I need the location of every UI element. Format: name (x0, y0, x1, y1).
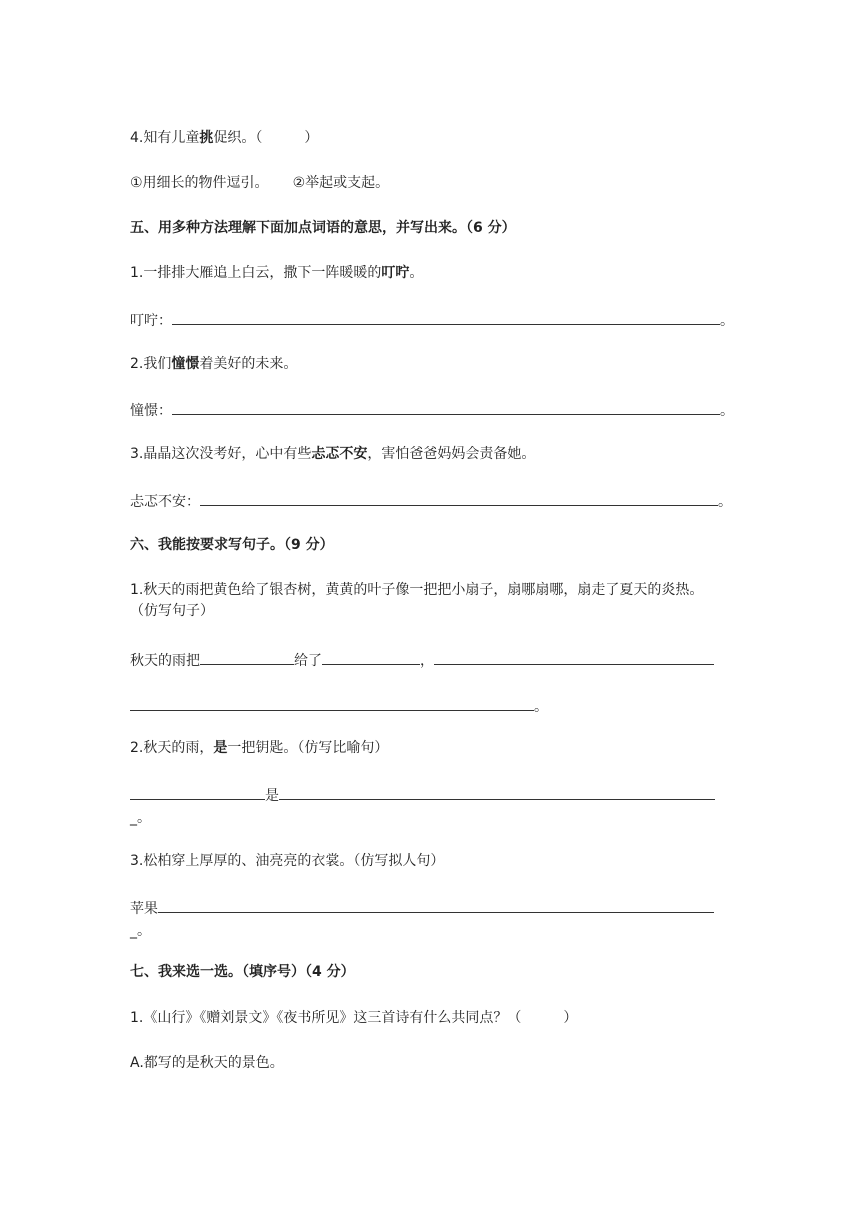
s7-question-1: 1.《山行》《赠刘景文》《夜书所见》这三首诗有什么共同点？（ ） (130, 1010, 578, 1026)
s5-question-1 (130, 264, 423, 282)
s5-question-2 (130, 355, 297, 373)
s5-a1-blank[interactable] (172, 310, 720, 325)
s6-a1-blank-1[interactable] (200, 650, 294, 665)
s5-a3-label: 忐忑不安： (130, 494, 200, 510)
s6-a1-blank-4[interactable] (130, 696, 534, 711)
s5-q3-suffix: ，害怕爸爸妈妈会责备她。 (367, 446, 536, 462)
s6-a1-period: 。 (534, 699, 548, 715)
s5-q2-prefix: 2.我们 (130, 356, 172, 372)
s6-a1-blank-3[interactable] (434, 650, 714, 665)
s5-a1-label: 叮咛： (130, 313, 172, 329)
q4-options (130, 174, 389, 192)
q4-key-char: 挑 (199, 130, 214, 146)
s7-option-a: A.都写的是秋天的景色。 (130, 1055, 284, 1071)
s6-q2-keyword: 是 (213, 740, 228, 756)
s5-q3-prefix: 3.晶晶这次没考好，心中有些 (130, 446, 312, 462)
s5-q1-keyword: 叮咛 (381, 265, 410, 281)
s6-a1-part1: 秋天的雨把 (130, 653, 200, 669)
s6-q1-line1: 1.秋天的雨把黄色给了银杏树，黄黄的叶子像一把把小扇子，扇哪扇哪，扇走了夏天的炎热。 (130, 582, 704, 598)
section5-heading: 五、用多种方法理解下面加点词语的意思，并写出来。（6 分） (130, 220, 516, 236)
s6-q2-suffix: 一把钥匙。（仿写比喻句） (227, 740, 389, 756)
s6-question-3: 3.松柏穿上厚厚的、油亮亮的衣裳。（仿写拟人句） (130, 853, 445, 869)
s6-q1-line2: （仿写句子） (130, 603, 214, 619)
s6-answer-2 (130, 785, 715, 805)
s5-q1-suffix: 。 (409, 265, 424, 281)
s6-a3-label: 苹果 (130, 901, 158, 917)
s5-answer-3 (130, 491, 732, 511)
s5-q1-prefix: 1.一排排大雁追上白云，撒下一阵暖暖的 (130, 265, 382, 281)
s6-answer-1 (130, 650, 714, 670)
s6-a2-end: _。 (130, 810, 151, 826)
section6-heading: 六、我能按要求写句子。（9 分） (130, 537, 334, 553)
q4-prefix: 4.知有儿童 (130, 130, 200, 146)
s6-answer-3 (130, 898, 714, 918)
s5-a3-blank[interactable] (200, 491, 718, 506)
s6-a2-blank-2[interactable] (279, 785, 715, 800)
s5-answer-2 (130, 400, 734, 420)
s5-a2-label: 憧憬： (130, 403, 172, 419)
section7-heading: 七、我来选一选。（填序号）（4 分） (130, 964, 355, 980)
s6-a1-blank-2[interactable] (322, 650, 420, 665)
s6-a1-comma: ， (420, 653, 434, 669)
s5-a2-blank[interactable] (172, 400, 720, 415)
s6-a1-part2: 给了 (294, 653, 322, 669)
s6-a2-mid: 是 (265, 788, 279, 804)
s5-a3-period: 。 (718, 494, 732, 510)
s6-a2-blank-1[interactable] (130, 785, 265, 800)
s6-a3-end: _。 (130, 923, 151, 939)
s5-a1-period: 。 (720, 313, 734, 329)
q4-suffix: 促织。（ ） (213, 130, 319, 146)
q4-option-1: ①用细长的物件逗引。 (130, 175, 269, 191)
s5-q2-suffix: 着美好的未来。 (199, 356, 298, 372)
q4-item (130, 129, 318, 147)
s6-q2-prefix: 2.秋天的雨， (130, 740, 214, 756)
s5-a2-period: 。 (720, 403, 734, 419)
s5-q3-keyword: 忐忑不安 (311, 446, 368, 462)
s5-question-3 (130, 445, 535, 463)
s5-answer-1 (130, 310, 734, 330)
s6-a3-blank[interactable] (158, 898, 714, 913)
s6-answer-1-cont (130, 696, 548, 716)
q4-option-2: ②举起或支起。 (292, 175, 390, 191)
s5-q2-keyword: 憧憬 (171, 356, 200, 372)
s6-question-2 (130, 739, 388, 757)
